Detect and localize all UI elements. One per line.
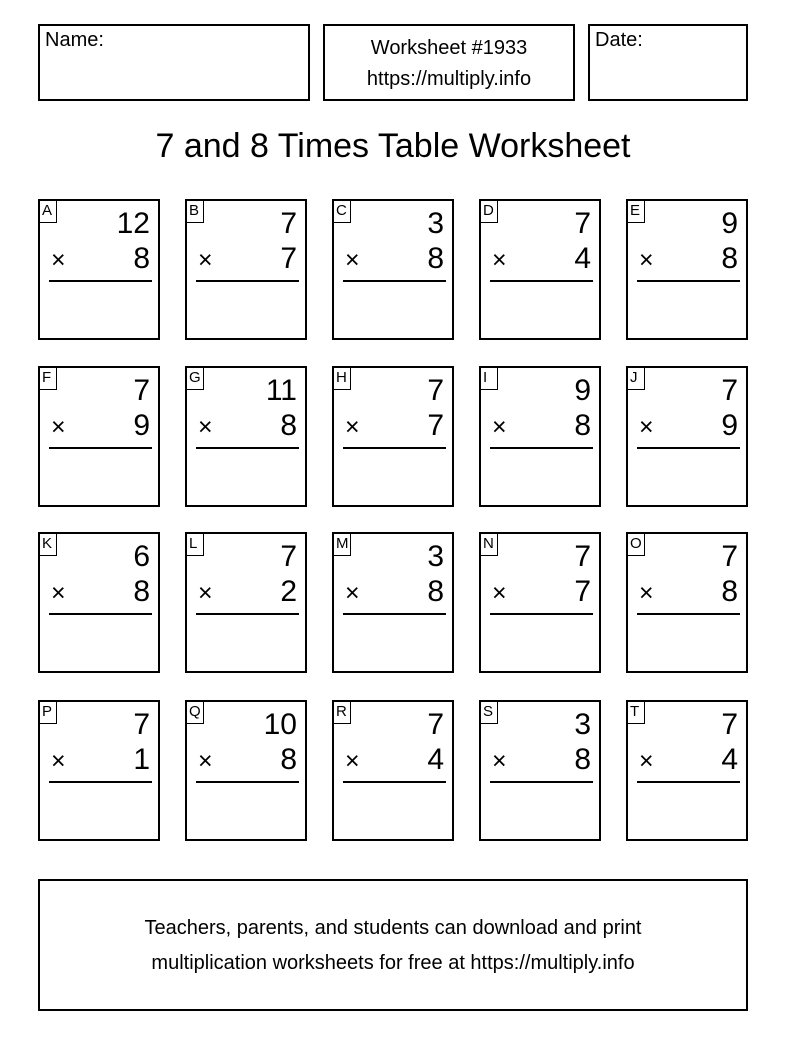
answer-line (196, 447, 299, 449)
multiplier: 8 (721, 242, 738, 275)
name-label: Name: (45, 29, 104, 51)
multiplicand: 3 (574, 708, 591, 741)
problem-letter: A (40, 201, 57, 223)
times-icon: × (345, 747, 360, 775)
answer-line (49, 280, 152, 282)
answer-line (343, 613, 446, 615)
problem-card[interactable] (38, 366, 160, 507)
times-icon: × (639, 747, 654, 775)
answer-line (343, 781, 446, 783)
multiplicand: 11 (265, 374, 297, 407)
answer-line (637, 447, 740, 449)
problem-letter: L (187, 534, 204, 556)
problem-card[interactable] (479, 199, 601, 340)
answer-line (637, 781, 740, 783)
date-label: Date: (595, 29, 643, 51)
times-icon: × (198, 246, 213, 274)
answer-line (49, 447, 152, 449)
problem-letter: F (40, 368, 57, 390)
problem-letter: Q (187, 702, 204, 724)
problem-letter: S (481, 702, 498, 724)
answer-line (49, 613, 152, 615)
answer-line (490, 280, 593, 282)
multiplicand: 9 (574, 374, 591, 407)
multiplier: 8 (427, 242, 444, 275)
multiplier: 8 (133, 242, 150, 275)
times-icon: × (639, 246, 654, 274)
answer-line (637, 613, 740, 615)
answer-line (490, 613, 593, 615)
times-icon: × (198, 747, 213, 775)
worksheet-number: Worksheet #1933 (370, 37, 528, 59)
times-icon: × (492, 246, 507, 274)
multiplier: 8 (280, 409, 297, 442)
problem-letter: E (628, 201, 645, 223)
problem-letter: B (187, 201, 204, 223)
problem-letter: T (628, 702, 645, 724)
multiplier: 2 (280, 575, 297, 608)
multiplicand: 6 (133, 540, 150, 573)
multiplier: 9 (133, 409, 150, 442)
multiplicand: 10 (263, 708, 297, 741)
problem-letter: H (334, 368, 351, 390)
problem-letter: O (628, 534, 645, 556)
multiplier: 8 (574, 743, 591, 776)
answer-line (490, 447, 593, 449)
multiplicand: 7 (427, 708, 444, 741)
problem-card[interactable] (38, 199, 160, 340)
problem-letter: C (334, 201, 351, 223)
times-icon: × (639, 413, 654, 441)
multiplier: 4 (721, 743, 738, 776)
answer-line (343, 447, 446, 449)
times-icon: × (51, 413, 66, 441)
problem-card[interactable] (626, 199, 748, 340)
times-icon: × (345, 246, 360, 274)
multiplier: 8 (280, 743, 297, 776)
multiplier: 8 (574, 409, 591, 442)
multiplicand: 7 (721, 374, 738, 407)
problem-card[interactable] (332, 199, 454, 340)
problem-card[interactable] (332, 700, 454, 841)
times-icon: × (198, 413, 213, 441)
problem-card[interactable] (38, 532, 160, 673)
multiplier: 1 (133, 743, 150, 776)
problem-letter: D (481, 201, 498, 223)
multiplicand: 7 (133, 708, 150, 741)
answer-line (196, 781, 299, 783)
problem-card[interactable] (185, 700, 307, 841)
times-icon: × (51, 246, 66, 274)
times-icon: × (198, 579, 213, 607)
problem-letter: N (481, 534, 498, 556)
times-icon: × (51, 747, 66, 775)
problem-letter: J (628, 368, 645, 390)
times-icon: × (51, 579, 66, 607)
times-icon: × (345, 413, 360, 441)
problem-card[interactable] (479, 532, 601, 673)
times-icon: × (639, 579, 654, 607)
problem-card[interactable] (38, 700, 160, 841)
problem-card[interactable] (185, 366, 307, 507)
multiplier: 8 (721, 575, 738, 608)
problem-card[interactable] (332, 532, 454, 673)
answer-line (49, 781, 152, 783)
multiplicand: 7 (574, 207, 591, 240)
answer-line (490, 781, 593, 783)
problem-card[interactable] (626, 532, 748, 673)
footer-text-line-2: multiplication worksheets for free at https://multiply.info (151, 952, 635, 974)
times-icon: × (492, 579, 507, 607)
multiplicand: 3 (427, 207, 444, 240)
multiplicand: 7 (427, 374, 444, 407)
worksheet-url: https://multiply.info (366, 68, 532, 90)
multiplier: 4 (574, 242, 591, 275)
multiplier: 7 (280, 242, 297, 275)
problem-card[interactable] (332, 366, 454, 507)
answer-line (343, 280, 446, 282)
problem-letter: M (334, 534, 351, 556)
multiplicand: 9 (721, 207, 738, 240)
multiplier: 8 (427, 575, 444, 608)
multiplicand: 7 (721, 540, 738, 573)
multiplier: 8 (133, 575, 150, 608)
multiplicand: 7 (721, 708, 738, 741)
footer-box (38, 879, 748, 1011)
multiplicand: 7 (574, 540, 591, 573)
multiplicand: 3 (427, 540, 444, 573)
page-title: 7 and 8 Times Table Worksheet (155, 127, 631, 165)
answer-line (637, 280, 740, 282)
multiplicand: 7 (133, 374, 150, 407)
problem-card[interactable] (479, 700, 601, 841)
multiplier: 9 (721, 409, 738, 442)
problem-card[interactable] (626, 366, 748, 507)
problem-card[interactable] (479, 366, 601, 507)
problem-letter: P (40, 702, 57, 724)
problem-card[interactable] (185, 532, 307, 673)
multiplier: 4 (427, 743, 444, 776)
problem-letter: K (40, 534, 57, 556)
multiplier: 7 (427, 409, 444, 442)
problem-letter: G (187, 368, 204, 390)
times-icon: × (492, 747, 507, 775)
problem-card[interactable] (626, 700, 748, 841)
multiplier: 7 (574, 575, 591, 608)
answer-line (196, 613, 299, 615)
problem-card[interactable] (185, 199, 307, 340)
footer-text-line-1: Teachers, parents, and students can download and print (144, 917, 642, 939)
multiplicand: 12 (116, 207, 150, 240)
multiplicand: 7 (280, 540, 297, 573)
multiplicand: 7 (280, 207, 297, 240)
answer-line (196, 280, 299, 282)
problem-letter: I (481, 368, 498, 390)
times-icon: × (492, 413, 507, 441)
times-icon: × (345, 579, 360, 607)
problem-letter: R (334, 702, 351, 724)
